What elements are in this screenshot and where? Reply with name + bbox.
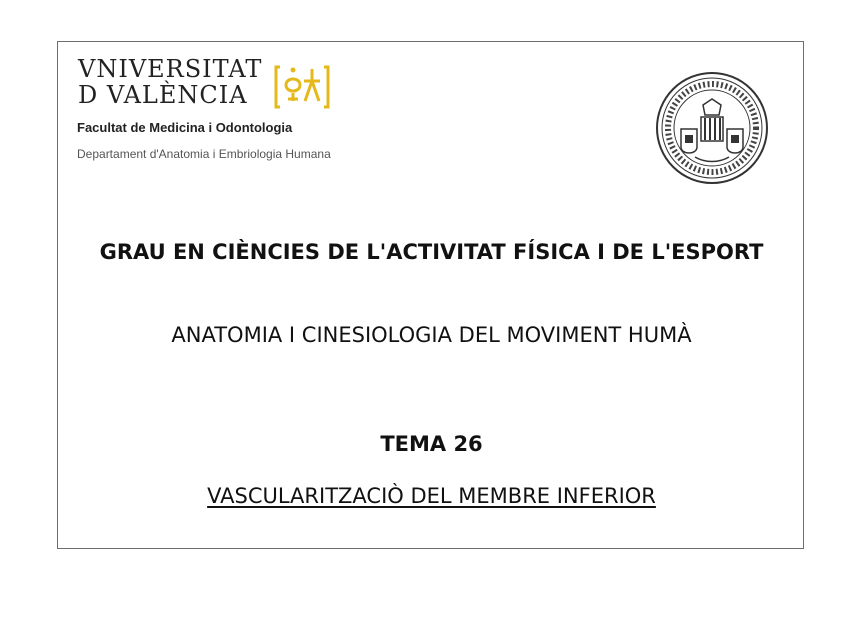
university-logo-mark-icon	[274, 63, 330, 111]
subject-title: ANATOMIA I CINESIOLOGIA DEL MOVIMENT HUMÀ	[171, 323, 692, 347]
topic-title-wrapper	[58, 484, 805, 508]
degree-title: GRAU EN CIÈNCIES DE L'ACTIVITAT FÍSICA I DE L'ESPORT	[99, 240, 764, 264]
university-seal-icon	[655, 71, 769, 185]
department-name: Departament d'Anatomia i Embriologia Humana	[77, 147, 331, 161]
university-logo	[78, 55, 338, 115]
university-name-line2: D VALÈNCIA	[78, 81, 248, 109]
topic-number: TEMA 26	[380, 432, 483, 456]
topic-title: VASCULARITZACIÒ DEL MEMBRE INFERIOR	[207, 484, 656, 508]
university-name-line1: VNIVERSITAT	[78, 55, 263, 83]
faculty-name: Facultat de Medicina i Odontologia	[77, 120, 293, 135]
slide	[57, 41, 804, 549]
